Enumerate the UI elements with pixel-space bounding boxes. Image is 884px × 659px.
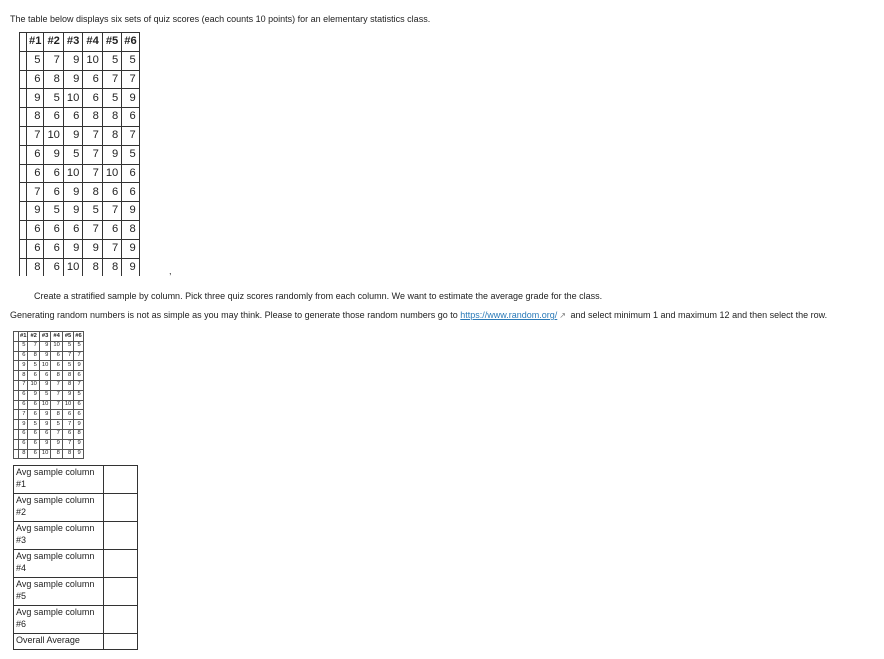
table-cell: 6 <box>122 108 139 127</box>
small-table-cell: 8 <box>28 351 39 361</box>
answer-label: Avg sample column #6 <box>14 606 104 634</box>
table-row <box>20 126 140 145</box>
small-table-cell: 6 <box>62 429 73 439</box>
answer-label: Avg sample column #2 <box>14 494 104 522</box>
small-table-cell: 6 <box>51 361 62 371</box>
table-row <box>20 145 140 164</box>
small-table-cell: 6 <box>28 449 39 459</box>
table-row <box>20 239 140 258</box>
table-cell: 6 <box>102 220 121 239</box>
instruction-stratified: Create a stratified sample by column. Pick three quiz scores randomly from each column. We want to estimate the average grade for the class. <box>34 291 603 301</box>
table-row-gutter <box>20 164 27 183</box>
small-table-cell: 8 <box>51 410 62 420</box>
small-table-cell: 6 <box>62 410 73 420</box>
table-cell: 9 <box>63 202 82 221</box>
table-cell: 8 <box>83 183 102 202</box>
small-table-row <box>14 439 84 449</box>
small-table-cell: 8 <box>62 380 73 390</box>
small-table-cell: 7 <box>62 439 73 449</box>
small-table-cell: 9 <box>28 390 39 400</box>
small-table-row <box>14 390 84 400</box>
table-cell: 6 <box>27 239 44 258</box>
table-cell: 7 <box>27 183 44 202</box>
answer-value-cell[interactable] <box>104 634 138 650</box>
small-table-row <box>14 410 84 420</box>
small-table-cell: 9 <box>39 439 50 449</box>
small-table-cell: 6 <box>51 351 62 361</box>
small-table-cell: 9 <box>39 420 50 430</box>
small-table-cell: 9 <box>74 449 83 459</box>
table-row-gutter <box>20 258 27 276</box>
table-cell: 8 <box>27 108 44 127</box>
small-table-cell: 6 <box>74 371 83 381</box>
table-cell: 8 <box>83 258 102 276</box>
small-table-cell: 6 <box>74 400 83 410</box>
table-row <box>20 51 140 70</box>
answer-value-cell[interactable] <box>104 466 138 494</box>
table-cell: 9 <box>44 145 63 164</box>
small-table-cell: 8 <box>62 371 73 381</box>
small-table-cell: 6 <box>19 439 28 449</box>
small-table-cell: 6 <box>19 390 28 400</box>
small-table-cell: 9 <box>19 420 28 430</box>
small-table-cell: 6 <box>28 439 39 449</box>
table-cell: 6 <box>27 70 44 89</box>
answer-value-cell[interactable] <box>104 578 138 606</box>
table-cell: 6 <box>44 258 63 276</box>
small-table-column-header: #1 <box>19 332 28 342</box>
table-row <box>20 202 140 221</box>
table-row-gutter <box>20 51 27 70</box>
small-table-cell: 10 <box>28 380 39 390</box>
answer-label: Avg sample column #1 <box>14 466 104 494</box>
table-cell: 5 <box>27 51 44 70</box>
table-cell: 9 <box>122 202 139 221</box>
table-cell: 8 <box>122 220 139 239</box>
table-cell: 6 <box>122 183 139 202</box>
table-cell: 6 <box>27 220 44 239</box>
table-cell: 5 <box>102 89 121 108</box>
table-cell: 8 <box>102 126 121 145</box>
table-cell: 9 <box>63 126 82 145</box>
table-cell: 6 <box>44 239 63 258</box>
small-table-cell: 6 <box>19 351 28 361</box>
small-table-cell: 6 <box>28 429 39 439</box>
small-table-cell: 5 <box>19 341 28 351</box>
table-row-gutter <box>20 145 27 164</box>
table-cell: 9 <box>63 183 82 202</box>
small-table-cell: 9 <box>62 390 73 400</box>
table-column-header: #6 <box>122 33 139 52</box>
small-table-cell: 7 <box>51 380 62 390</box>
table-cell: 7 <box>102 202 121 221</box>
table-cell: 7 <box>102 239 121 258</box>
small-table-column-header: #2 <box>28 332 39 342</box>
answer-row <box>14 634 138 650</box>
table-row <box>20 89 140 108</box>
small-table-cell: 10 <box>62 400 73 410</box>
table-row-gutter <box>20 108 27 127</box>
table-cell: 5 <box>63 145 82 164</box>
table-cell: 10 <box>102 164 121 183</box>
table-corner-cell <box>20 33 27 52</box>
table-cell: 6 <box>83 70 102 89</box>
small-table-cell: 6 <box>39 371 50 381</box>
small-table-cell: 6 <box>39 429 50 439</box>
small-table-cell: 10 <box>51 341 62 351</box>
answer-value-cell[interactable] <box>104 522 138 550</box>
small-table-column-header: #6 <box>74 332 83 342</box>
answer-label: Overall Average <box>14 634 104 650</box>
small-table-cell: 5 <box>39 390 50 400</box>
table-cell: 9 <box>83 239 102 258</box>
table-cell: 5 <box>122 51 139 70</box>
small-table-cell: 6 <box>28 371 39 381</box>
table-cell: 8 <box>27 258 44 276</box>
table-row-gutter <box>20 220 27 239</box>
small-table-column-header: #5 <box>62 332 73 342</box>
quiz-scores-table <box>19 32 140 276</box>
table-cell: 9 <box>27 89 44 108</box>
table-cell: 7 <box>27 126 44 145</box>
answer-row <box>14 578 138 606</box>
small-table-row <box>14 361 84 371</box>
table-cell: 7 <box>83 164 102 183</box>
small-table-cell: 8 <box>51 371 62 381</box>
table-cell: 7 <box>83 220 102 239</box>
table-cell: 8 <box>102 108 121 127</box>
small-table-column-header: #4 <box>51 332 62 342</box>
table-cell: 9 <box>63 70 82 89</box>
table-cell: 8 <box>83 108 102 127</box>
table-cell: 7 <box>102 70 121 89</box>
table-cell: 7 <box>122 126 139 145</box>
table-row <box>20 108 140 127</box>
small-table-cell: 7 <box>19 380 28 390</box>
small-table-cell: 8 <box>51 449 62 459</box>
answer-row <box>14 494 138 522</box>
small-table-cell: 9 <box>74 420 83 430</box>
quiz-scores-table-small <box>13 331 84 459</box>
table-cell: 6 <box>102 183 121 202</box>
intro-text: The table below displays six sets of quiz scores (each counts 10 points) for an elementary statistics class. <box>10 14 431 24</box>
answer-value-cell[interactable] <box>104 494 138 522</box>
small-table-cell: 8 <box>19 371 28 381</box>
table-cell: 5 <box>44 202 63 221</box>
small-table-cell: 6 <box>28 410 39 420</box>
small-table-column-header: #3 <box>39 332 50 342</box>
small-table-row <box>14 429 84 439</box>
instruction-random <box>10 310 827 320</box>
small-table-cell: 5 <box>62 341 73 351</box>
small-table-cell: 5 <box>51 420 62 430</box>
table-cell: 6 <box>44 183 63 202</box>
table-cell: 5 <box>83 202 102 221</box>
table-cell: 9 <box>102 145 121 164</box>
small-table-row <box>14 341 84 351</box>
small-table-cell: 10 <box>39 361 50 371</box>
small-table-cell: 8 <box>19 449 28 459</box>
small-table-row <box>14 449 84 459</box>
small-table-cell: 7 <box>28 341 39 351</box>
table-cell: 5 <box>122 145 139 164</box>
small-table-row <box>14 380 84 390</box>
table-column-header: #4 <box>83 33 102 52</box>
small-table-row <box>14 371 84 381</box>
table-column-header: #2 <box>44 33 63 52</box>
table-cell: 7 <box>122 70 139 89</box>
table-row-gutter <box>20 89 27 108</box>
answer-row <box>14 466 138 494</box>
small-table-cell: 6 <box>74 410 83 420</box>
table-cell: 5 <box>102 51 121 70</box>
table-cell: 6 <box>63 220 82 239</box>
table-cell: 5 <box>44 89 63 108</box>
averages-answer-table <box>13 465 138 650</box>
table-row <box>20 258 140 276</box>
small-table-cell: 9 <box>39 341 50 351</box>
table-cell: 7 <box>83 126 102 145</box>
answer-value-cell[interactable] <box>104 606 138 634</box>
small-table-cell: 7 <box>74 380 83 390</box>
table-row-gutter <box>20 126 27 145</box>
small-table-cell: 9 <box>74 439 83 449</box>
table-row-gutter <box>20 239 27 258</box>
answer-row <box>14 522 138 550</box>
small-table-cell: 10 <box>39 449 50 459</box>
external-link-icon: ↗ <box>559 311 566 320</box>
small-table-cell: 9 <box>74 361 83 371</box>
table-cell: 7 <box>83 145 102 164</box>
table-column-header: #5 <box>102 33 121 52</box>
table-cell: 6 <box>44 164 63 183</box>
table-row-gutter <box>20 202 27 221</box>
table-cell: 9 <box>122 239 139 258</box>
table-row <box>20 70 140 89</box>
small-table-cell: 9 <box>19 361 28 371</box>
small-table-cell: 9 <box>51 439 62 449</box>
small-table-cell: 5 <box>74 390 83 400</box>
answer-label: Avg sample column #5 <box>14 578 104 606</box>
small-table-cell: 7 <box>51 400 62 410</box>
table-row <box>20 164 140 183</box>
answer-row <box>14 606 138 634</box>
instruction-random-after: and select minimum 1 and maximum 12 and then select the row. <box>568 310 828 320</box>
small-table-cell: 6 <box>19 400 28 410</box>
small-table-cell: 9 <box>39 380 50 390</box>
table-cell: 6 <box>44 108 63 127</box>
small-table-cell: 7 <box>51 390 62 400</box>
table-cell: 6 <box>63 108 82 127</box>
table-row-gutter <box>20 183 27 202</box>
table-cell: 6 <box>122 164 139 183</box>
table-cell: 10 <box>63 258 82 276</box>
table-cell: 8 <box>102 258 121 276</box>
table-column-header: #3 <box>63 33 82 52</box>
answer-value-cell[interactable] <box>104 550 138 578</box>
small-table-row <box>14 400 84 410</box>
small-table-cell: 5 <box>74 341 83 351</box>
trailing-mark: , <box>169 266 172 276</box>
small-table-cell: 8 <box>62 449 73 459</box>
table-cell: 6 <box>83 89 102 108</box>
table-cell: 8 <box>44 70 63 89</box>
small-table-row <box>14 351 84 361</box>
small-table-cell: 6 <box>28 400 39 410</box>
answer-label: Avg sample column #4 <box>14 550 104 578</box>
table-cell: 10 <box>44 126 63 145</box>
table-cell: 10 <box>63 164 82 183</box>
small-table-header-row <box>14 332 84 342</box>
table-cell: 9 <box>122 89 139 108</box>
small-table-cell: 7 <box>74 351 83 361</box>
table-header-row <box>20 33 140 52</box>
table-cell: 6 <box>27 164 44 183</box>
answer-row <box>14 550 138 578</box>
table-cell: 9 <box>122 258 139 276</box>
small-table-row <box>14 420 84 430</box>
small-table-cell: 7 <box>62 420 73 430</box>
small-table-cell: 5 <box>28 361 39 371</box>
table-row-gutter <box>20 70 27 89</box>
instruction-random-before: Generating random numbers is not as simple as you may think. Please to generate those random numbers go to <box>10 310 461 320</box>
small-table-cell: 9 <box>39 351 50 361</box>
small-table-cell: 9 <box>39 410 50 420</box>
table-cell: 6 <box>44 220 63 239</box>
table-cell: 9 <box>27 202 44 221</box>
table-cell: 10 <box>63 89 82 108</box>
table-cell: 6 <box>27 145 44 164</box>
small-table-cell: 8 <box>74 429 83 439</box>
small-table-cell: 6 <box>19 429 28 439</box>
small-table-cell: 10 <box>39 400 50 410</box>
table-row <box>20 183 140 202</box>
answer-label: Avg sample column #3 <box>14 522 104 550</box>
table-cell: 7 <box>44 51 63 70</box>
table-cell: 10 <box>83 51 102 70</box>
table-row <box>20 220 140 239</box>
random-org-link[interactable]: https://www.random.org/ <box>460 310 558 320</box>
small-table-cell: 5 <box>28 420 39 430</box>
table-column-header: #1 <box>27 33 44 52</box>
table-cell: 9 <box>63 51 82 70</box>
small-table-cell: 7 <box>51 429 62 439</box>
small-table-cell: 7 <box>19 410 28 420</box>
small-table-cell: 5 <box>62 361 73 371</box>
table-cell: 9 <box>63 239 82 258</box>
small-table-cell: 7 <box>62 351 73 361</box>
